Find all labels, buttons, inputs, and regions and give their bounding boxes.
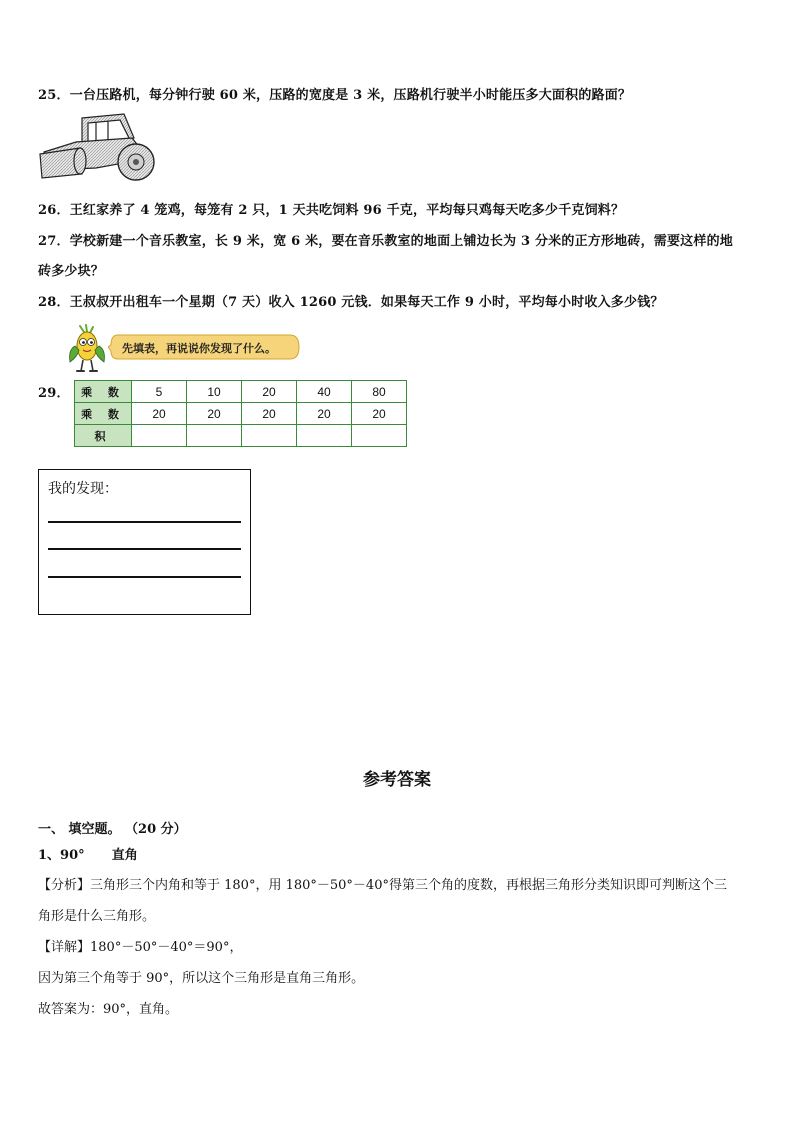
table-cell: 20 [132, 403, 187, 425]
answer-cell[interactable] [242, 425, 297, 447]
answers-section-heading: 一、 填空题。 （20 分） [38, 822, 187, 837]
corn-mascot-icon [66, 324, 106, 374]
multiplication-table [74, 380, 407, 447]
row-header: 乘 数 [75, 381, 132, 403]
table-cell: 10 [187, 381, 242, 403]
answers-title: 参考答案 [363, 770, 431, 790]
table-row [75, 425, 407, 447]
table-cell: 20 [187, 403, 242, 425]
answer-line[interactable] [48, 576, 241, 578]
question-25: 25．一台压路机，每分钟行驶 60 米，压路的宽度是 3 米，压路机行驶半小时能压多大面积的路面？ [38, 88, 632, 103]
table-row [75, 403, 407, 425]
road-roller-icon [36, 108, 156, 184]
answer-line[interactable] [48, 521, 241, 523]
reason-line: 因为第三个角等于 90°，所以这个三角形是直角三角形。 [38, 971, 365, 986]
question-29: 29． [38, 386, 70, 401]
row-header: 乘 数 [75, 403, 132, 425]
table-cell: 40 [297, 381, 352, 403]
answer-item-1: 1、90° 直角 [38, 848, 138, 863]
row-header: 积 [75, 425, 132, 447]
answer-cell[interactable] [187, 425, 242, 447]
discovery-title: 我的发现： [48, 481, 118, 497]
table-cell: 20 [297, 403, 352, 425]
table-cell: 20 [242, 381, 297, 403]
table-cell: 5 [132, 381, 187, 403]
answer-line[interactable] [48, 548, 241, 550]
analysis-line-1: 【分析】三角形三个内角和等于 180°，用 180°－50°－40°得第三个角的度数，再根据三角形分类知识即可判断这个三 [38, 878, 727, 893]
table-row [75, 381, 407, 403]
question-26: 26．王红家养了 4 笼鸡，每笼有 2 只，1 天共吃饲料 96 千克，平均每只鸡每天吃多少千克饲料？ [38, 203, 625, 218]
table-cell: 80 [352, 381, 407, 403]
conclusion-line: 故答案为：90°，直角。 [38, 1002, 179, 1017]
answer-cell[interactable] [132, 425, 187, 447]
table-cell: 20 [242, 403, 297, 425]
detail-line: 【详解】180°－50°－40°＝90°， [38, 940, 243, 955]
analysis-line-2: 角形是什么三角形。 [38, 909, 156, 924]
question-27-line-1: 27．学校新建一个音乐教室，长 9 米，宽 6 米，要在音乐教室的地面上铺边长为 3 分米的正方形地砖，需要这样的地 [38, 234, 733, 249]
answer-cell[interactable] [352, 425, 407, 447]
table-cell: 20 [352, 403, 407, 425]
question-27-line-2: 砖多少块？ [38, 264, 105, 279]
answer-cell[interactable] [297, 425, 352, 447]
speech-bubble-text: 先填表，再说说你发现了什么。 [122, 342, 276, 355]
question-28: 28．王叔叔开出租车一个星期（7 天）收入 1260 元钱．如果每天工作 9 小时，平均每小时收入多少钱？ [38, 295, 664, 310]
